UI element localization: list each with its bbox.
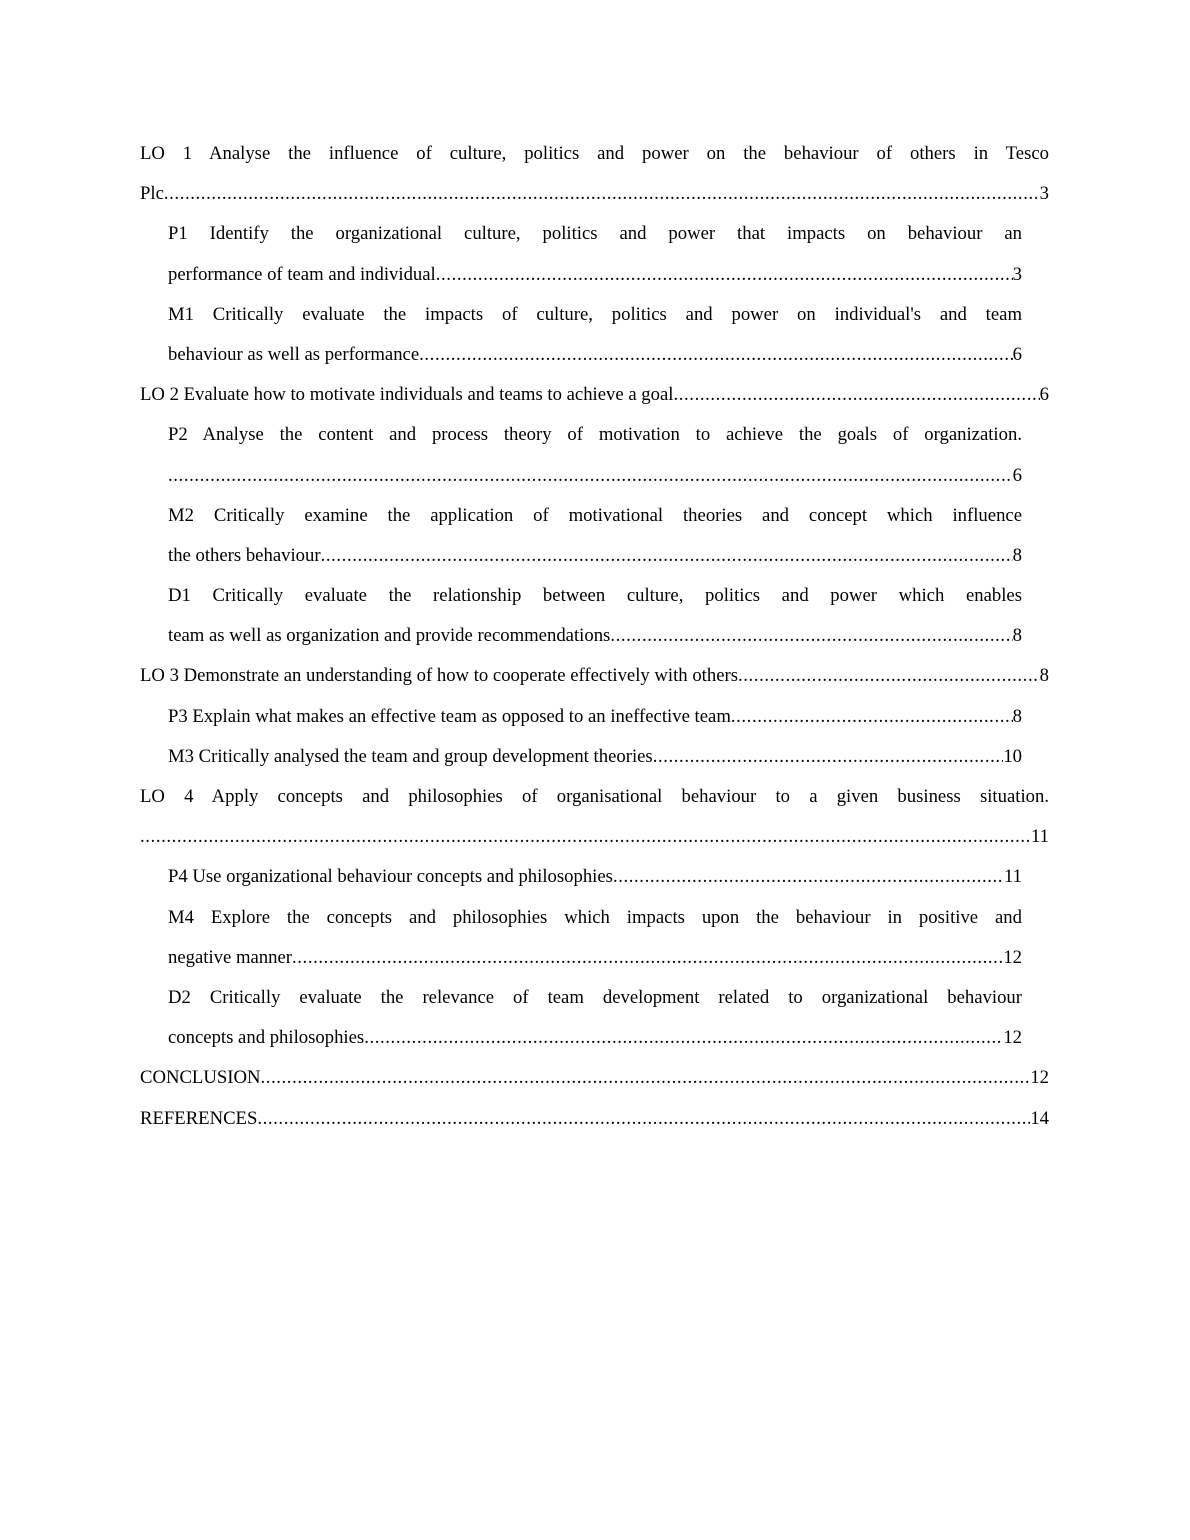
toc-entry-m4[interactable] [140,898,1049,978]
toc-entry-text: M1 Critically evaluate the impacts of culture, politics and power on individual's and team [168,303,1022,325]
dot-leader [653,737,1004,777]
dot-leader [321,536,1013,576]
toc-entry-text: concepts and philosophies [168,1027,365,1049]
dot-leader [419,335,1013,375]
dot-leader [260,1058,1030,1098]
table-of-contents [140,134,1049,1139]
toc-entry-text: P4 Use organizational behaviour concepts and philosophies [168,866,613,888]
dot-leader [257,1099,1030,1139]
dot-leader [613,857,1004,897]
toc-entry-text: LO 4 Apply concepts and philosophies of organisational behaviour to a given business situation. [140,786,1049,807]
toc-entry-text: D1 Critically evaluate the relationship between culture, politics and power which enables [168,585,1022,607]
dot-leader [673,375,1039,415]
toc-entry-lo2[interactable] [140,375,1049,415]
toc-entry-m3[interactable] [140,737,1049,777]
toc-entry-text: LO 3 Demonstrate an understanding of how to cooperate effectively with others [140,665,738,687]
toc-entry-text: M4 Explore the concepts and philosophies which impacts upon the behaviour in positive and [168,906,1022,928]
toc-entry-text: performance of team and individual [168,263,436,285]
toc-entry-m1[interactable] [140,295,1049,375]
page-number: 3 [1039,183,1049,205]
toc-entry-text: LO 2 Evaluate how to motivate individuals and teams to achieve a goal [140,384,674,406]
page-number: 10 [1003,745,1022,767]
dot-leader [731,697,1013,737]
toc-entry-text: team as well as organization and provide recommendations [168,625,611,647]
toc-entry-text: negative manner [168,946,293,968]
page-number: 8 [1039,665,1049,687]
toc-entry-text: LO 1 Analyse the influence of culture, politics and power on the behaviour of others in Tesco [140,143,1049,164]
toc-entry-references[interactable] [140,1099,1049,1139]
toc-entry-text: P3 Explain what makes an effective team as opposed to an ineffective team [168,705,731,727]
dot-leader [168,456,1013,496]
toc-entry-d1[interactable] [140,576,1049,656]
dot-leader [292,938,1003,978]
page-number: 12 [1003,1027,1022,1049]
toc-entry-p2[interactable] [140,415,1049,495]
page-number: 12 [1003,946,1022,968]
toc-entry-text: the others behaviour [168,544,321,566]
dot-leader [738,656,1040,696]
dot-leader [140,817,1031,857]
toc-entry-text: CONCLUSION [140,1067,261,1089]
dot-leader [364,1018,1003,1058]
toc-entry-text: M2 Critically examine the application of motivational theories and concept which influence [168,504,1022,526]
toc-entry-text: P2 Analyse the content and process theory of motivation to achieve the goals of organization. [168,424,1022,446]
toc-entry-text: M3 Critically analysed the team and group development theories [168,745,653,767]
page-number: 6 [1039,384,1049,406]
page-number: 8 [1012,705,1022,727]
page-number: 12 [1030,1067,1049,1089]
toc-entry-p4[interactable] [140,857,1049,897]
toc-entry-lo1[interactable] [140,134,1049,214]
page-number: 6 [1012,343,1022,365]
toc-entry-text: behaviour as well as performance [168,343,420,365]
toc-entry-conclusion[interactable] [140,1058,1049,1098]
toc-entry-text: D2 Critically evaluate the relevance of team development related to organizational behaviour [168,986,1022,1008]
page-number: 11 [1004,866,1022,888]
page-number: 14 [1030,1107,1049,1129]
toc-entry-lo3[interactable] [140,656,1049,696]
page-number: 11 [1031,826,1049,848]
page-number: 8 [1012,625,1022,647]
page-number: 6 [1012,464,1022,486]
toc-entry-p3[interactable] [140,697,1049,737]
dot-leader [436,255,1013,295]
page-number: 3 [1012,263,1022,285]
toc-entry-text: REFERENCES [140,1107,258,1129]
toc-entry-text: Plc [140,183,164,205]
toc-entry-p1[interactable] [140,214,1049,294]
toc-entry-text: P1 Identify the organizational culture, politics and power that impacts on behaviour an [168,223,1022,245]
page-number: 8 [1012,544,1022,566]
dot-leader [164,174,1040,214]
toc-entry-m2[interactable] [140,496,1049,576]
toc-entry-lo4[interactable] [140,777,1049,857]
dot-leader [610,616,1012,656]
toc-entry-d2[interactable] [140,978,1049,1058]
